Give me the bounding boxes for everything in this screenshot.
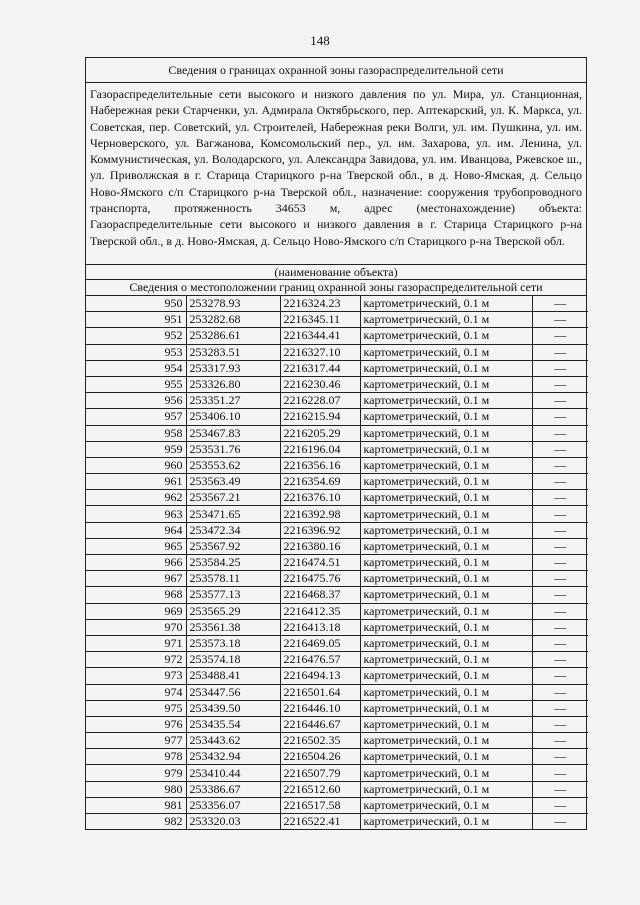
method-cell: картометрический, 0.1 м [360, 781, 532, 797]
section-title: Сведения о границах охранной зоны газораспределительной сети [86, 58, 586, 83]
coordinate-y-cell: 2216512.60 [280, 781, 360, 797]
table-row [86, 814, 588, 830]
table-row [86, 619, 588, 635]
location-caption: Сведения о местоположении границ охранной зоны газораспределительной сети [86, 280, 586, 296]
table-row [86, 700, 588, 716]
coordinate-x-cell: 253435.54 [186, 716, 280, 732]
point-number-cell: 961 [86, 474, 186, 490]
note-cell: — [532, 474, 588, 490]
coordinate-x-cell: 253286.61 [186, 328, 280, 344]
coordinate-y-cell: 2216196.04 [280, 441, 360, 457]
coordinate-y-cell: 2216469.05 [280, 635, 360, 651]
coordinate-y-cell: 2216468.37 [280, 587, 360, 603]
coordinate-y-cell: 2216345.11 [280, 312, 360, 328]
point-number-cell: 957 [86, 409, 186, 425]
note-cell: — [532, 700, 588, 716]
note-cell: — [532, 619, 588, 635]
method-cell: картометрический, 0.1 м [360, 684, 532, 700]
note-cell: — [532, 603, 588, 619]
zone-info-frame [85, 57, 587, 830]
point-number-cell: 973 [86, 668, 186, 684]
coordinate-x-cell: 253471.65 [186, 506, 280, 522]
note-cell: — [532, 457, 588, 473]
note-cell: — [532, 376, 588, 392]
note-cell: — [532, 684, 588, 700]
point-number-cell: 980 [86, 781, 186, 797]
method-cell: картометрический, 0.1 м [360, 312, 532, 328]
table-row [86, 765, 588, 781]
coordinate-x-cell: 253567.21 [186, 490, 280, 506]
table-row [86, 441, 588, 457]
table-row [86, 587, 588, 603]
method-cell: картометрический, 0.1 м [360, 328, 532, 344]
note-cell: — [532, 587, 588, 603]
table-row [86, 797, 588, 813]
note-cell: — [532, 668, 588, 684]
point-number-cell: 970 [86, 619, 186, 635]
method-cell: картометрический, 0.1 м [360, 344, 532, 360]
note-cell: — [532, 409, 588, 425]
table-row [86, 506, 588, 522]
coordinate-y-cell: 2216354.69 [280, 474, 360, 490]
point-number-cell: 967 [86, 571, 186, 587]
method-cell: картометрический, 0.1 м [360, 716, 532, 732]
table-row [86, 538, 588, 554]
table-row [86, 571, 588, 587]
point-number-cell: 965 [86, 538, 186, 554]
note-cell: — [532, 765, 588, 781]
point-number-cell: 956 [86, 393, 186, 409]
coordinate-x-cell: 253326.80 [186, 376, 280, 392]
table-row [86, 668, 588, 684]
table-row [86, 409, 588, 425]
coordinate-y-cell: 2216446.10 [280, 700, 360, 716]
coordinate-y-cell: 2216327.10 [280, 344, 360, 360]
note-cell: — [532, 749, 588, 765]
coordinates-table-body [86, 296, 588, 829]
table-row [86, 490, 588, 506]
table-row [86, 296, 588, 312]
coordinate-x-cell: 253531.76 [186, 441, 280, 457]
method-cell: картометрический, 0.1 м [360, 393, 532, 409]
method-cell: картометрический, 0.1 м [360, 409, 532, 425]
table-row [86, 555, 588, 571]
object-name-caption: (наименование объекта) [86, 265, 586, 280]
method-cell: картометрический, 0.1 м [360, 441, 532, 457]
coordinate-y-cell: 2216356.16 [280, 457, 360, 473]
method-cell: картометрический, 0.1 м [360, 571, 532, 587]
coordinate-y-cell: 2216228.07 [280, 393, 360, 409]
coordinate-x-cell: 253578.11 [186, 571, 280, 587]
point-number-cell: 982 [86, 814, 186, 830]
point-number-cell: 975 [86, 700, 186, 716]
coordinate-x-cell: 253563.49 [186, 474, 280, 490]
coordinates-table [86, 296, 588, 829]
method-cell: картометрический, 0.1 м [360, 765, 532, 781]
point-number-cell: 958 [86, 425, 186, 441]
coordinate-y-cell: 2216475.76 [280, 571, 360, 587]
table-row [86, 457, 588, 473]
point-number-cell: 978 [86, 749, 186, 765]
point-number-cell: 977 [86, 733, 186, 749]
point-number-cell: 969 [86, 603, 186, 619]
table-row [86, 360, 588, 376]
method-cell: картометрический, 0.1 м [360, 522, 532, 538]
coordinate-x-cell: 253553.62 [186, 457, 280, 473]
coordinate-x-cell: 253472.34 [186, 522, 280, 538]
coordinate-x-cell: 253278.93 [186, 296, 280, 312]
point-number-cell: 962 [86, 490, 186, 506]
table-row [86, 781, 588, 797]
note-cell: — [532, 814, 588, 830]
point-number-cell: 960 [86, 457, 186, 473]
point-number-cell: 971 [86, 635, 186, 651]
coordinate-x-cell: 253574.18 [186, 652, 280, 668]
coordinate-y-cell: 2216504.26 [280, 749, 360, 765]
note-cell: — [532, 781, 588, 797]
point-number-cell: 963 [86, 506, 186, 522]
method-cell: картометрический, 0.1 м [360, 376, 532, 392]
table-row [86, 393, 588, 409]
method-cell: картометрический, 0.1 м [360, 652, 532, 668]
table-row [86, 749, 588, 765]
page-number: 148 [310, 33, 330, 48]
note-cell: — [532, 555, 588, 571]
point-number-cell: 966 [86, 555, 186, 571]
point-number-cell: 964 [86, 522, 186, 538]
coordinate-x-cell: 253565.29 [186, 603, 280, 619]
note-cell: — [532, 360, 588, 376]
method-cell: картометрический, 0.1 м [360, 296, 532, 312]
table-row [86, 603, 588, 619]
coordinate-y-cell: 2216324.23 [280, 296, 360, 312]
coordinate-x-cell: 253432.94 [186, 749, 280, 765]
table-row [86, 425, 588, 441]
method-cell: картометрический, 0.1 м [360, 587, 532, 603]
method-cell: картометрический, 0.1 м [360, 635, 532, 651]
method-cell: картометрический, 0.1 м [360, 555, 532, 571]
coordinate-y-cell: 2216205.29 [280, 425, 360, 441]
note-cell: — [532, 571, 588, 587]
note-cell: — [532, 441, 588, 457]
note-cell: — [532, 522, 588, 538]
note-cell: — [532, 733, 588, 749]
point-number-cell: 981 [86, 797, 186, 813]
note-cell: — [532, 425, 588, 441]
method-cell: картометрический, 0.1 м [360, 700, 532, 716]
table-row [86, 522, 588, 538]
coordinate-y-cell: 2216412.35 [280, 603, 360, 619]
coordinate-y-cell: 2216446.67 [280, 716, 360, 732]
coordinate-y-cell: 2216396.92 [280, 522, 360, 538]
point-number-cell: 954 [86, 360, 186, 376]
method-cell: картометрический, 0.1 м [360, 425, 532, 441]
method-cell: картометрический, 0.1 м [360, 360, 532, 376]
coordinate-x-cell: 253406.10 [186, 409, 280, 425]
point-number-cell: 976 [86, 716, 186, 732]
point-number-cell: 974 [86, 684, 186, 700]
coordinate-x-cell: 253467.83 [186, 425, 280, 441]
note-cell: — [532, 328, 588, 344]
note-cell: — [532, 312, 588, 328]
table-row [86, 635, 588, 651]
coordinate-y-cell: 2216517.58 [280, 797, 360, 813]
coordinate-x-cell: 253567.92 [186, 538, 280, 554]
table-row [86, 474, 588, 490]
coordinate-x-cell: 253584.25 [186, 555, 280, 571]
coordinate-x-cell: 253488.41 [186, 668, 280, 684]
coordinate-y-cell: 2216507.79 [280, 765, 360, 781]
coordinate-y-cell: 2216522.41 [280, 814, 360, 830]
method-cell: картометрический, 0.1 м [360, 490, 532, 506]
method-cell: картометрический, 0.1 м [360, 668, 532, 684]
point-number-cell: 950 [86, 296, 186, 312]
coordinate-x-cell: 253573.18 [186, 635, 280, 651]
note-cell: — [532, 538, 588, 554]
coordinate-x-cell: 253282.68 [186, 312, 280, 328]
point-number-cell: 953 [86, 344, 186, 360]
method-cell: картометрический, 0.1 м [360, 603, 532, 619]
table-row [86, 312, 588, 328]
table-row [86, 733, 588, 749]
coordinate-y-cell: 2216344.41 [280, 328, 360, 344]
point-number-cell: 972 [86, 652, 186, 668]
coordinate-x-cell: 253447.56 [186, 684, 280, 700]
coordinate-y-cell: 2216494.13 [280, 668, 360, 684]
method-cell: картометрический, 0.1 м [360, 797, 532, 813]
note-cell: — [532, 635, 588, 651]
table-row [86, 716, 588, 732]
note-cell: — [532, 344, 588, 360]
note-cell: — [532, 296, 588, 312]
coordinate-y-cell: 2216376.10 [280, 490, 360, 506]
method-cell: картометрический, 0.1 м [360, 538, 532, 554]
coordinate-x-cell: 253356.07 [186, 797, 280, 813]
method-cell: картометрический, 0.1 м [360, 814, 532, 830]
coordinate-x-cell: 253561.38 [186, 619, 280, 635]
method-cell: картометрический, 0.1 м [360, 619, 532, 635]
coordinate-y-cell: 2216501.64 [280, 684, 360, 700]
coordinate-y-cell: 2216215.94 [280, 409, 360, 425]
point-number-cell: 968 [86, 587, 186, 603]
note-cell: — [532, 797, 588, 813]
point-number-cell: 952 [86, 328, 186, 344]
coordinate-y-cell: 2216392.98 [280, 506, 360, 522]
coordinate-x-cell: 253283.51 [186, 344, 280, 360]
table-row [86, 344, 588, 360]
point-number-cell: 955 [86, 376, 186, 392]
note-cell: — [532, 393, 588, 409]
object-description: Газораспределительные сети высокого и низкого давления по ул. Мира, ул. Станционная, Набережная реки Старченки, ул. Адмирала Октябрьского, пер. Аптекарский, ул. К. Маркса, ул. Советская, пер. Советский, ул. Строителей, Набережная реки Волги, ул. им. Пушкина, ул. им. Черноверского, ул. Вагжанова, Комсомольский пер., ул. им. Захарова, ул. им. Ленина, ул. Коммунистическая, ул. Володарского, ул. Александра Завидова, ул. им. Иванцова, Ржевское ш., ул. Приволжская в г. Старица Старицкого р-на Тверской обл., в д. Ново-Ямская, д. Сельцо Ново-Ямского с/п Старицкого р-на Тверской обл., назначение: сооружения трубопроводного транспорта, протяженность 34653 м, адрес (местонахождение) объекта: Газораспределительные сети высокого и низкого давления в г. Старица Старицкого р-на Тверской обл., в д. Ново-Ямская, д. Сельцо Ново-Ямского с/п Старицкого р-на Тверской обл. [86, 83, 586, 265]
coordinate-x-cell: 253443.62 [186, 733, 280, 749]
coordinate-x-cell: 253320.03 [186, 814, 280, 830]
coordinate-x-cell: 253577.13 [186, 587, 280, 603]
point-number-cell: 959 [86, 441, 186, 457]
point-number-cell: 979 [86, 765, 186, 781]
table-row [86, 328, 588, 344]
method-cell: картометрический, 0.1 м [360, 506, 532, 522]
note-cell: — [532, 716, 588, 732]
note-cell: — [532, 490, 588, 506]
coordinate-y-cell: 2216413.18 [280, 619, 360, 635]
coordinate-y-cell: 2216230.46 [280, 376, 360, 392]
coordinate-y-cell: 2216474.51 [280, 555, 360, 571]
coordinate-x-cell: 253386.67 [186, 781, 280, 797]
note-cell: — [532, 652, 588, 668]
coordinate-x-cell: 253351.27 [186, 393, 280, 409]
method-cell: картометрический, 0.1 м [360, 457, 532, 473]
table-row [86, 684, 588, 700]
coordinate-y-cell: 2216380.16 [280, 538, 360, 554]
note-cell: — [532, 506, 588, 522]
point-number-cell: 951 [86, 312, 186, 328]
coordinate-x-cell: 253439.50 [186, 700, 280, 716]
coordinate-y-cell: 2216476.57 [280, 652, 360, 668]
coordinate-y-cell: 2216317.44 [280, 360, 360, 376]
table-row [86, 376, 588, 392]
coordinate-x-cell: 253317.93 [186, 360, 280, 376]
method-cell: картометрический, 0.1 м [360, 474, 532, 490]
method-cell: картометрический, 0.1 м [360, 733, 532, 749]
coordinate-x-cell: 253410.44 [186, 765, 280, 781]
coordinate-y-cell: 2216502.35 [280, 733, 360, 749]
table-row [86, 652, 588, 668]
method-cell: картометрический, 0.1 м [360, 749, 532, 765]
